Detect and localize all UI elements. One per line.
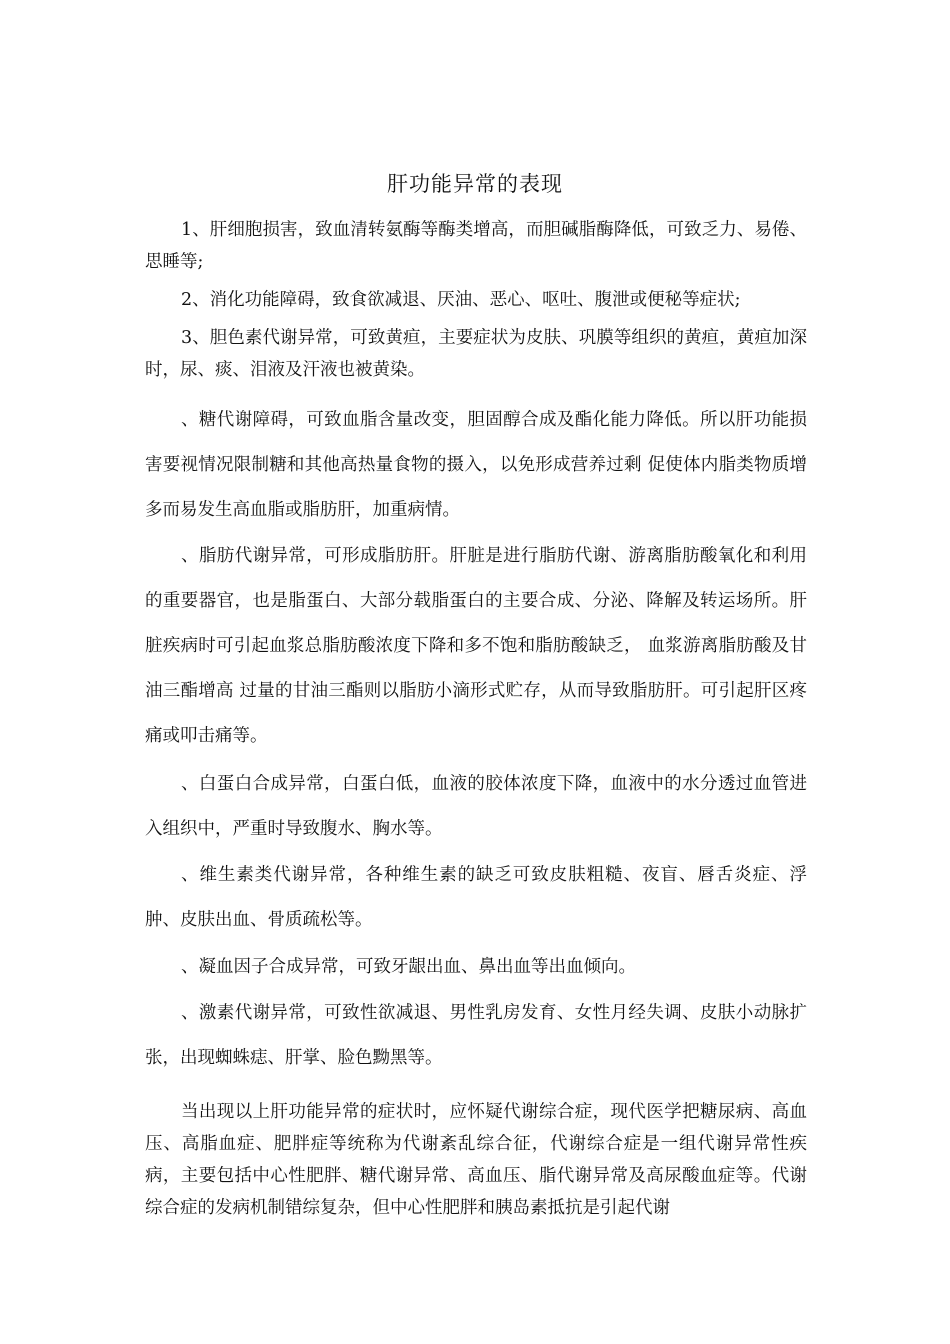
paragraph-vitamin-metabolism: 、维生素类代谢异常，各种维生素的缺乏可致皮肤粗糙、夜盲、唇舌炎症、浮肿、皮肤出血、骨质疏松等。 xyxy=(145,865,807,930)
paragraph-albumin-synthesis: 、白蛋白合成异常，白蛋白低，血液的胶体浓度下降，血液中的水分透过血管进入组织中，严重时导致腹水、胸水等。 xyxy=(145,774,807,839)
paragraph-fat-metabolism: 、脂肪代谢异常，可形成脂肪肝。肝脏是进行脂肪代谢、游离脂肪酸氧化和利用的重要器官，也是脂蛋白、大部分载脂蛋白的主要合成、分泌、降解及转运场所。肝脏疾病时可引起血浆总脂肪酸浓度下降和多不饱和脂肪酸缺乏， 血浆游离脂肪酸及甘油三酯增高 过量的甘油三酯则以脂肪小滴形式贮存，从而导致脂肪肝。可引起肝区疼痛或叩击痛等。 xyxy=(145,546,807,746)
paragraph-coagulation-factor: 、凝血因子合成异常，可致牙龈出血、鼻出血等出血倾向。 xyxy=(181,957,636,977)
paragraph-sugar-metabolism: 、糖代谢障碍，可致血脂含量改变，胆固醇合成及酯化能力降低。所以肝功能损害要视情况限制糖和其他高热量食物的摄入，以免形成营养过剩 促使体内脂类物质增多而易发生高血脂或脂肪肝，加重病情。 xyxy=(145,410,807,520)
paragraph-hormone-metabolism: 、激素代谢异常，可致性欲减退、男性乳房发育、女性月经失调、皮肤小动脉扩张，出现蜘蛛痣、肝掌、脸色黝黑等。 xyxy=(145,1003,807,1068)
paragraph-bilirubin-metabolism: 3、胆色素代谢异常，可致黄疸，主要症状为皮肤、巩膜等组织的黄疸，黄疸加深时，尿、痰、泪液及汗液也被黄染。 xyxy=(145,328,807,380)
paragraph-metabolic-syndrome: 当出现以上肝功能异常的症状时，应怀疑代谢综合症，现代医学把糖尿病、高血压、高脂血症、肥胖症等统称为代谢紊乱综合征，代谢综合症是一组代谢异常性疾病，主要包括中心性肥胖、糖代谢异常、高血压、脂代谢异常及高尿酸血症等。代谢综合症的发病机制错综复杂，但中心性肥胖和胰岛素抵抗是引起代谢 xyxy=(145,1102,807,1218)
paragraph-liver-cell-damage: 1、肝细胞损害，致血清转氨酶等酶类增高，而胆碱脂酶降低，可致乏力、易倦、思睡等; xyxy=(145,220,807,272)
document-title: 肝功能异常的表现 xyxy=(387,172,563,196)
paragraph-digestive-disorder: 2、消化功能障碍，致食欲减退、厌油、恶心、呕吐、腹泄或便秘等症状; xyxy=(181,290,741,310)
